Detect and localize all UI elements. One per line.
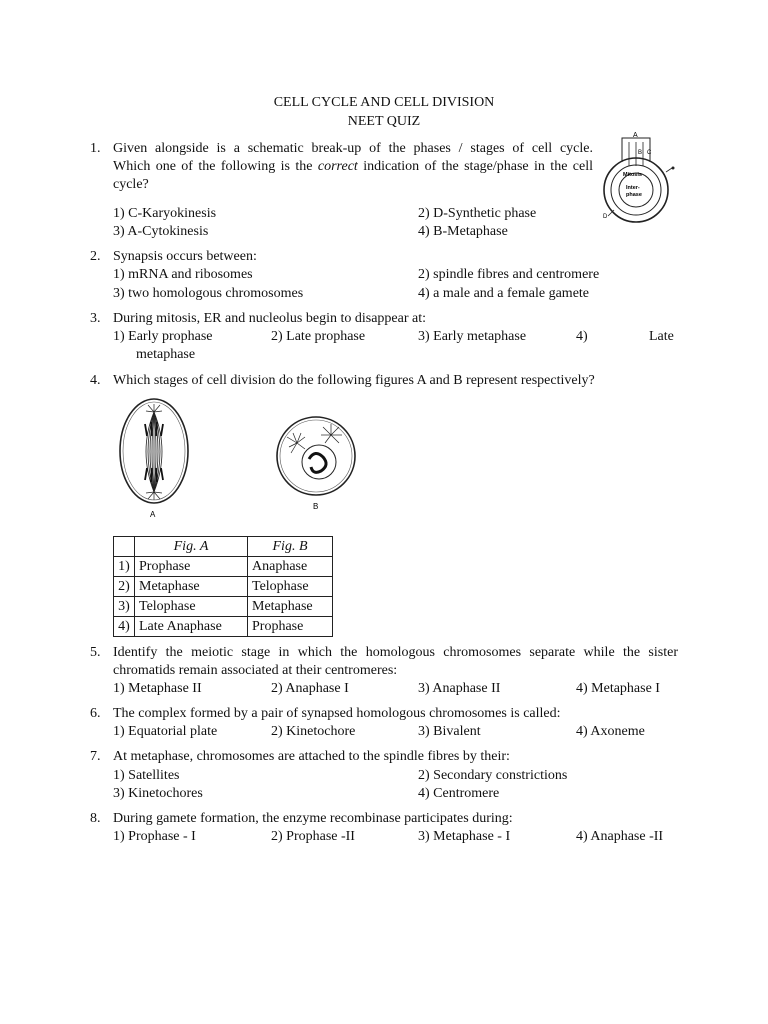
q1-option-3[interactable]: 3) A-Cytokinesis xyxy=(113,224,209,239)
q1-option-1[interactable]: 1) C-Karyokinesis xyxy=(113,206,217,221)
q8-text: During gamete formation, the enzyme recombinase participates during: xyxy=(113,811,513,826)
q5-option-1[interactable]: 1) Metaphase II xyxy=(113,681,202,696)
q5-number: 5. xyxy=(90,645,101,660)
q1-number: 1. xyxy=(90,141,101,156)
figure-b-prophase-cell xyxy=(275,413,359,513)
table-row[interactable] xyxy=(114,597,333,617)
table-header-cell xyxy=(114,537,135,557)
diagram-label-a: A xyxy=(633,132,638,139)
table-row[interactable] xyxy=(114,577,333,597)
q2-option-4[interactable]: 4) a male and a female gamete xyxy=(418,286,590,301)
page-title: CELL CYCLE AND CELL DIVISION xyxy=(273,95,495,110)
table-cell: Telophase xyxy=(135,597,248,617)
cell-cycle-diagram xyxy=(598,132,678,224)
q5-line-2: chromatids remain associated at their centromeres: xyxy=(113,663,398,678)
table-cell: 1) xyxy=(114,557,135,577)
table-cell: Anaphase xyxy=(248,557,333,577)
q4-options-table xyxy=(113,536,333,637)
q2-option-3[interactable]: 3) two homologous chromosomes xyxy=(113,286,304,301)
table-cell: Telophase xyxy=(248,577,333,597)
q3-option-3[interactable]: 3) Early metaphase xyxy=(418,329,527,344)
q8-number: 8. xyxy=(90,811,101,826)
q3-option-4[interactable]: 4) xyxy=(576,329,588,344)
q7-option-4[interactable]: 4) Centromere xyxy=(418,786,500,801)
q2-option-2[interactable]: 2) spindle fibres and centromere xyxy=(418,267,600,282)
q5-option-4[interactable]: 4) Metaphase I xyxy=(576,681,660,696)
q1-option-4[interactable]: 4) B-Metaphase xyxy=(418,224,508,239)
diagram-label-inter: Inter- xyxy=(626,185,640,191)
q4-number: 4. xyxy=(90,373,101,388)
q4-text: Which stages of cell division do the following figures A and B represent respectively? xyxy=(113,373,595,388)
q7-option-3[interactable]: 3) Kinetochores xyxy=(113,786,203,801)
q3-option-2[interactable]: 2) Late prophase xyxy=(271,329,366,344)
diagram-label-b: B xyxy=(638,150,643,156)
page-subtitle: NEET QUIZ xyxy=(347,114,421,129)
q7-text: At metaphase, chromosomes are attached to the spindle fibres by their: xyxy=(113,749,510,764)
table-cell: Metaphase xyxy=(248,597,333,617)
q7-option-2[interactable]: 2) Secondary constrictions xyxy=(418,768,568,783)
q1-line-3: cycle? xyxy=(113,177,149,192)
q1-line-2: Which one of the following is the correct indication of the stage/phase in the cell xyxy=(113,159,593,174)
q3-number: 3. xyxy=(90,311,101,326)
q2-text: Synapsis occurs between: xyxy=(113,249,257,264)
q1-line-1: Given alongside is a schematic break-up of the phases / stages of cell cycle. xyxy=(113,141,593,156)
table-row[interactable] xyxy=(114,617,333,637)
q8-option-2[interactable]: 2) Prophase -II xyxy=(271,829,355,844)
table-header-row xyxy=(114,537,333,557)
table-cell: Metaphase xyxy=(135,577,248,597)
q3-option-4-word-2: metaphase xyxy=(136,347,196,362)
q6-option-2[interactable]: 2) Kinetochore xyxy=(271,724,356,739)
figure-a-label: A xyxy=(150,510,156,519)
q5-option-2[interactable]: 2) Anaphase I xyxy=(271,681,349,696)
figure-a-anaphase-cell xyxy=(112,396,192,521)
q2-option-1[interactable]: 1) mRNA and ribosomes xyxy=(113,267,253,282)
q8-option-3[interactable]: 3) Metaphase - I xyxy=(418,829,511,844)
table-cell: Prophase xyxy=(248,617,333,637)
q6-option-1[interactable]: 1) Equatorial plate xyxy=(113,724,218,739)
q7-number: 7. xyxy=(90,749,101,764)
table-cell: Prophase xyxy=(135,557,248,577)
table-header-cell: Fig. A xyxy=(135,537,248,557)
table-cell: 4) xyxy=(114,617,135,637)
q1-option-2[interactable]: 2) D-Synthetic phase xyxy=(418,206,537,221)
q3-text: During mitosis, ER and nucleolus begin to disappear at: xyxy=(113,311,427,326)
table-cell: 2) xyxy=(114,577,135,597)
q6-number: 6. xyxy=(90,706,101,721)
table-cell: 3) xyxy=(114,597,135,617)
table-header-cell: Fig. B xyxy=(248,537,333,557)
q8-option-4[interactable]: 4) Anaphase -II xyxy=(576,829,664,844)
q3-option-4-word-1: Late xyxy=(649,329,674,344)
q3-option-1[interactable]: 1) Early prophase xyxy=(113,329,213,344)
q5-line-1: Identify the meiotic stage in which the homologous chromosomes separate while the sister xyxy=(113,645,678,660)
q6-option-4[interactable]: 4) Axoneme xyxy=(576,724,645,739)
q2-number: 2. xyxy=(90,249,101,264)
q6-text: The complex formed by a pair of synapsed homologous chromosomes is called: xyxy=(113,706,561,721)
q6-option-3[interactable]: 3) Bivalent xyxy=(418,724,481,739)
diagram-label-phase: phase xyxy=(626,192,642,198)
diagram-label-c: C xyxy=(647,150,652,156)
table-row[interactable] xyxy=(114,557,333,577)
q5-option-3[interactable]: 3) Anaphase II xyxy=(418,681,501,696)
diagram-label-mitosis: Mitosis xyxy=(623,172,642,178)
q8-option-1[interactable]: 1) Prophase - I xyxy=(113,829,196,844)
table-cell: Late Anaphase xyxy=(135,617,248,637)
q7-option-1[interactable]: 1) Satellites xyxy=(113,768,180,783)
figure-b-label: B xyxy=(313,502,319,511)
diagram-label-d: D xyxy=(603,214,608,220)
